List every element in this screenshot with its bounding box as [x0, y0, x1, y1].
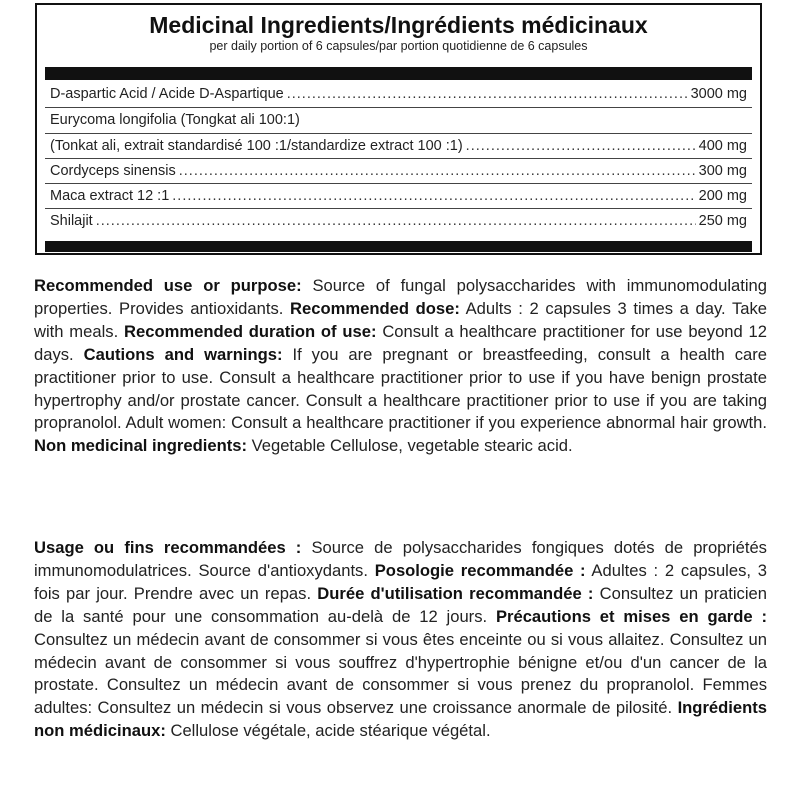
duration-text: Consult a healthcare practitioner for use beyond 12 days. — [34, 321, 768, 364]
ingredient-row — [50, 135, 747, 157]
ingredient-row — [50, 185, 747, 207]
leader-dots — [287, 83, 688, 105]
use-text-fr: Source de polysaccharides fongiques dotés de propriétés immunomodulatrices. Source d'antioxydants. — [34, 538, 767, 580]
nonmed-text-fr: Cellulose végétale, acide stéarique végétal. — [165, 721, 491, 741]
duration-label-fr: Durée d'utilisation recommandée : — [317, 583, 594, 603]
row-divider — [45, 133, 752, 134]
ingredient-amount: 300 mg — [698, 163, 747, 179]
panel-subtitle: per daily portion of 6 capsules/par portion quotidienne de 6 capsules — [209, 39, 588, 53]
row-divider — [45, 208, 752, 209]
cautions-label: Cautions and warnings: — [83, 344, 283, 364]
duration-label: Recommended duration of use: — [124, 321, 377, 341]
leader-dots — [466, 135, 696, 157]
ingredient-amount: 250 mg — [698, 213, 747, 229]
use-text: Source of fungal polysaccharides with immunomodulating properties. Provides antioxidants. — [34, 276, 767, 318]
ingredient-row — [50, 160, 747, 182]
dose-label-fr: Posologie recommandée : — [374, 560, 586, 580]
top-divider-bar — [45, 67, 752, 80]
ingredient-name: Shilajit — [50, 213, 93, 229]
cautions-text-fr: Consultez un médecin avant de consommer si vous êtes enceinte ou si vous allaitez. Consultez un médecin avant de consommer si vous souffrez d'hypertrophie bénigne et/ou d'un cancer de la prostate. Consultez un médecin avant de consommer si vous prenez du propranolol. Femmes adultes: Consultez un médecin si vous observez une croissance anormale de pilosité. — [34, 629, 767, 718]
bottom-divider-bar — [45, 241, 752, 252]
ingredient-row — [50, 83, 747, 105]
ingredient-amount: 200 mg — [698, 188, 747, 204]
duration-text-fr: Consultez un praticien de la santé pour une consommation au-delà de 12 jours. — [34, 583, 767, 626]
nonmed-text: Vegetable Cellulose, vegetable stearic acid. — [246, 436, 573, 456]
leader-dots — [96, 210, 696, 232]
cautions-text: If you are pregnant or breastfeeding, consult a health care practitioner prior to use. Consult a healthcare practitioner prior to use if you have benign prostate hypertrophy and/or prostate cancer. Consult a healthcare practitioner prior to use if you are taking propranolol. Adult women: Consult a healthcare practitioner if you experience abnormal hair growth. — [34, 344, 767, 433]
use-label-fr: Usage ou fins recommandées : — [34, 538, 302, 557]
ingredient-name: D-aspartic Acid / Acide D-Aspartique — [50, 86, 284, 102]
leader-dots — [172, 185, 695, 207]
ingredient-name: (Tonkat ali, extrait standardisé 100 :1/standardize extract 100 :1) — [50, 138, 463, 154]
ingredient-row — [50, 210, 747, 232]
dose-text: Adults : 2 capsules 3 times a day. Take with meals. — [34, 298, 768, 341]
english-label-text — [34, 275, 767, 458]
row-divider — [45, 158, 752, 159]
panel-title: Medicinal Ingredients/Ingrédients médicinaux — [149, 12, 648, 38]
ingredient-amount: 400 mg — [698, 138, 747, 154]
row-divider — [45, 107, 752, 108]
nonmed-label: Non medicinal ingredients: — [34, 436, 247, 456]
cautions-label-fr: Précautions et mises en garde : — [495, 606, 767, 626]
dose-label: Recommended dose: — [290, 298, 460, 318]
ingredient-amount: 3000 mg — [690, 86, 747, 102]
ingredient-row — [50, 109, 747, 131]
ingredient-name: Eurycoma longifolia (Tongkat ali 100:1) — [50, 112, 300, 128]
dose-text-fr: Adultes : 2 capsules, 3 fois par jour. Prendre avec un repas. — [34, 560, 767, 603]
ingredient-name: Maca extract 12 :1 — [50, 188, 170, 204]
medicinal-ingredients-panel — [35, 3, 762, 255]
use-label: Recommended use or purpose: — [34, 276, 302, 295]
ingredient-name: Cordyceps sinensis — [50, 163, 176, 179]
leader-dots — [179, 160, 696, 182]
row-divider — [45, 183, 752, 184]
nonmed-label-fr: Ingrédients non médicinaux: — [34, 698, 767, 741]
french-label-text — [34, 537, 767, 743]
